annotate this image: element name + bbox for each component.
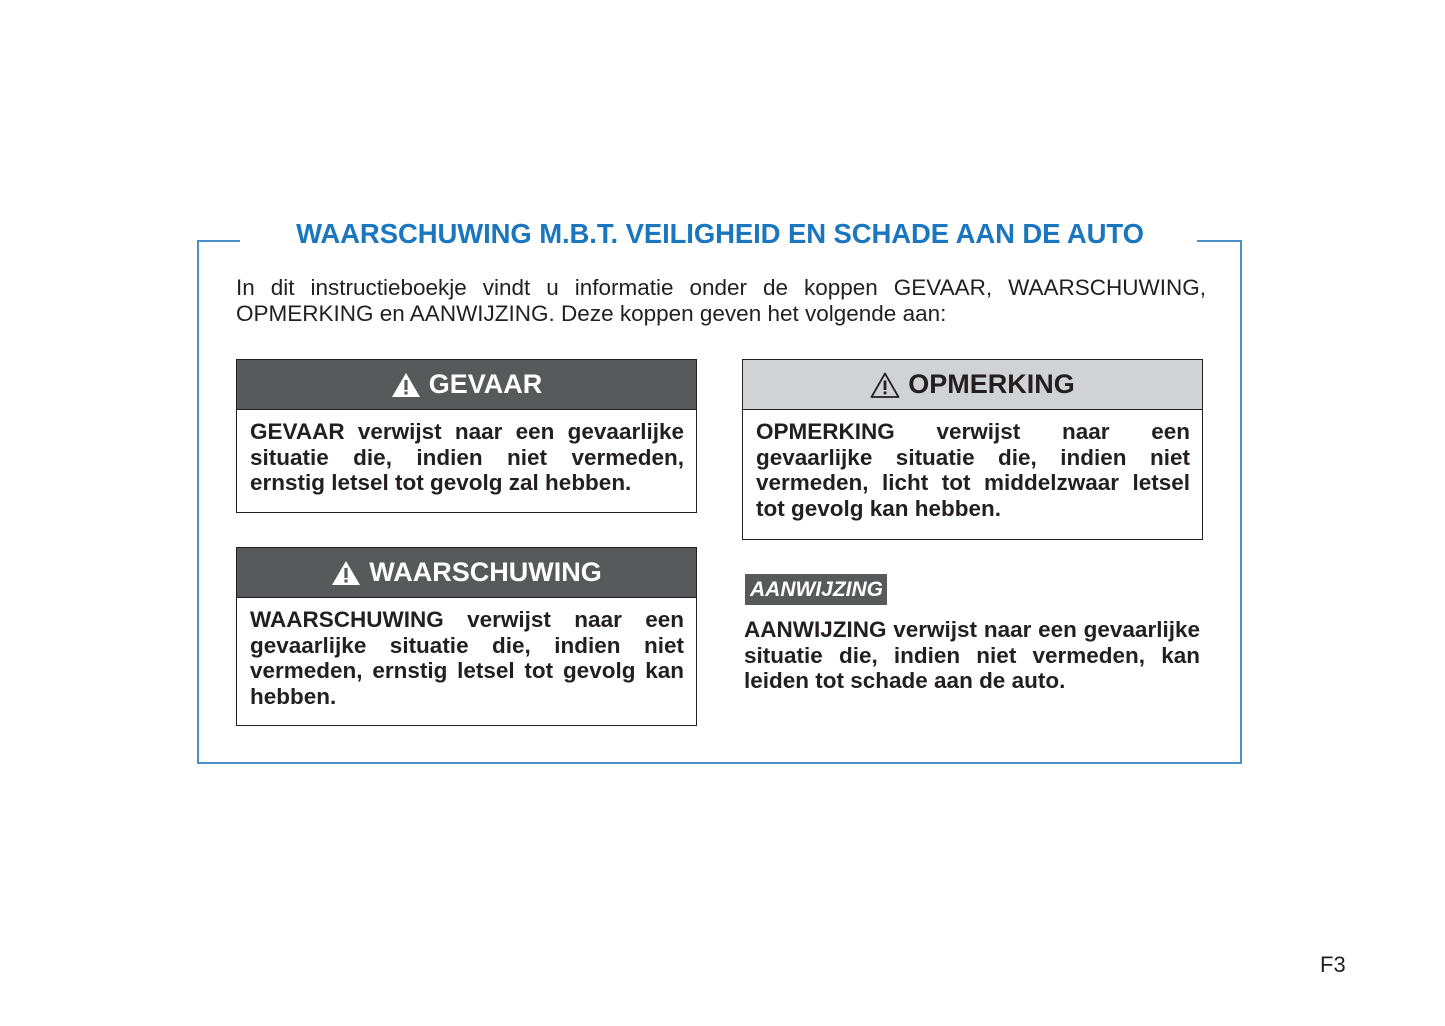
opmerking-text: OPMERKING verwijst naar een gevaarlijke situatie die, indien niet vermeden, licht tot middelzwaar letsel tot gevolg kan hebben. xyxy=(756,419,1190,521)
opmerking-heading: OPMERKING xyxy=(908,369,1075,399)
waarschuwing-text: WAARSCHUWING verwijst naar een gevaarlijke situatie die, indien niet vermeden, ernstig letsel tot gevolg kan hebben. xyxy=(250,607,684,709)
gevaar-heading: GEVAAR xyxy=(428,369,543,399)
gevaar-text: GEVAAR verwijst naar een gevaarlijke situatie die, indien niet vermeden, ernstig letsel tot gevolg zal hebben. xyxy=(250,419,684,495)
page-number: F3 xyxy=(1320,952,1346,977)
opmerking-header xyxy=(743,360,1202,410)
warning-triangle-icon xyxy=(331,559,361,587)
aanwijzing-text: AANWIJZING verwijst naar een gevaarlijke situatie die, indien niet vermeden, kan leiden tot schade aan de auto. xyxy=(744,617,1200,693)
intro-paragraph: In dit instructieboekje vindt u informatie onder de koppen GEVAAR, WAARSCHUWING, OPMERKING en AANWIJZING. Deze koppen geven het volgende aan: xyxy=(236,275,1206,326)
waarschuwing-header xyxy=(237,548,696,598)
page-title: WAARSCHUWING M.B.T. VEILIGHEID EN SCHADE AAN DE AUTO xyxy=(296,218,1144,249)
opmerking-box xyxy=(742,359,1203,540)
warning-triangle-icon xyxy=(391,371,421,399)
aanwijzing-tag: AANWIJZING xyxy=(745,574,887,605)
gevaar-box xyxy=(236,359,697,513)
waarschuwing-heading: WAARSCHUWING xyxy=(369,557,602,587)
gevaar-header xyxy=(237,360,696,410)
warning-triangle-outline-icon xyxy=(870,371,900,399)
waarschuwing-box xyxy=(236,547,697,726)
